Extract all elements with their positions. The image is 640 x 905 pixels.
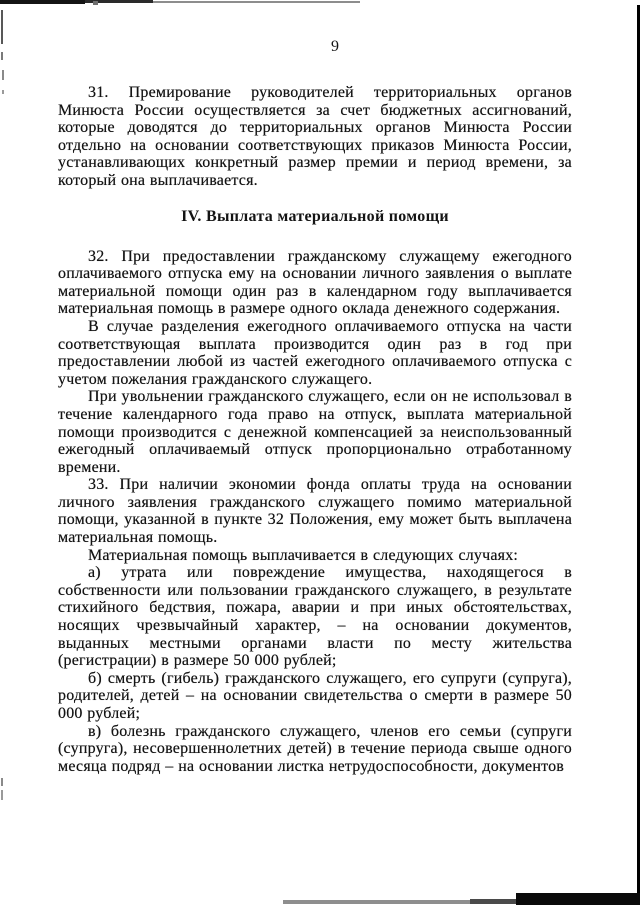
paragraph-32-part-2: В случае разделения ежегодного оплачиваемого отпуска на части соответствующая выплата производится один раз в год при предоставлении любой из частей ежегодного оплачиваемого отпуска с учетом пожелания гражданского служащего. xyxy=(58,317,572,388)
paragraph-33-item-a: а) утрата или повреждение имущества, находящегося в собственности или пользовании гражданского служащего, в результате стихийного бедствия, пожара, аварии и при иных обстоятельствах, носящих чрезвычайный характер, – на основании документов, выданных местными органами власти по месту жительства (регистрации) в размере 50 000 рублей; xyxy=(58,564,572,670)
document-content xyxy=(58,0,572,775)
scan-artifact-left-dash xyxy=(1,10,3,44)
scan-artifact-left-dash xyxy=(1,778,3,786)
scan-artifact-bottom-bar-black xyxy=(516,893,640,905)
paragraph-33: 33. При наличии экономии фонда оплаты труда на основании личного заявления гражданского служащего помимо материальной помощи, указанной в пункте 32 Положения, ему может быть выплачена материальная помощь. xyxy=(58,476,572,547)
section-heading-iv: IV. Выплата материальной помощи xyxy=(181,207,449,225)
paragraph-33-item-v: в) болезнь гражданского служащего, членов его семьи (супруги (супруга), несовершеннолетних детей) в течение периода свыше одного месяца подряд – на основании листка нетрудоспособности, документов xyxy=(58,722,572,775)
paragraph-33-list-intro: Материальная помощь выплачивается в следующих случаях: xyxy=(88,546,519,564)
paragraph-33-item-b: б) смерть (гибель) гражданского служащего, его супруги (супруга), родителей, детей – на основании свидетельства о смерти в размере 50 000 рублей; xyxy=(58,669,572,722)
scan-artifact-left-dash xyxy=(1,790,3,800)
paragraph-32: 32. При предоставлении гражданскому служащему ежегодного оплачиваемого отпуска ему на основании личного заявления о выплате материальной помощи один раз в календарном году выплачивается материальная помощь в размере одного оклада денежного содержания. xyxy=(58,247,572,318)
paragraph-31: 31. Премирование руководителей территориальных органов Минюста России осуществляется за счет бюджетных ассигнований, которые доводятся до территориальных органов Минюста России отдельно на основании соответствующих приказов Минюста России, устанавливающих конкретный размер премии и период времени, за который она выплачивается. xyxy=(58,84,572,189)
scan-artifact-left-dash xyxy=(2,70,4,80)
paragraph-32-part-3: При увольнении гражданского служащего, если он не использовал в течение календарного года право на отпуск, выплата материальной помощи производится с денежной компенсацией за неиспользованный ежегодный оплачиваемый отпуск пропорционально отработанному времени. xyxy=(58,388,572,476)
scan-artifact-left-dash xyxy=(2,90,4,94)
page-number: 9 xyxy=(331,38,339,55)
scan-artifact-bottom-bar-mid xyxy=(470,899,518,904)
scan-artifact-left-dash xyxy=(1,52,3,60)
